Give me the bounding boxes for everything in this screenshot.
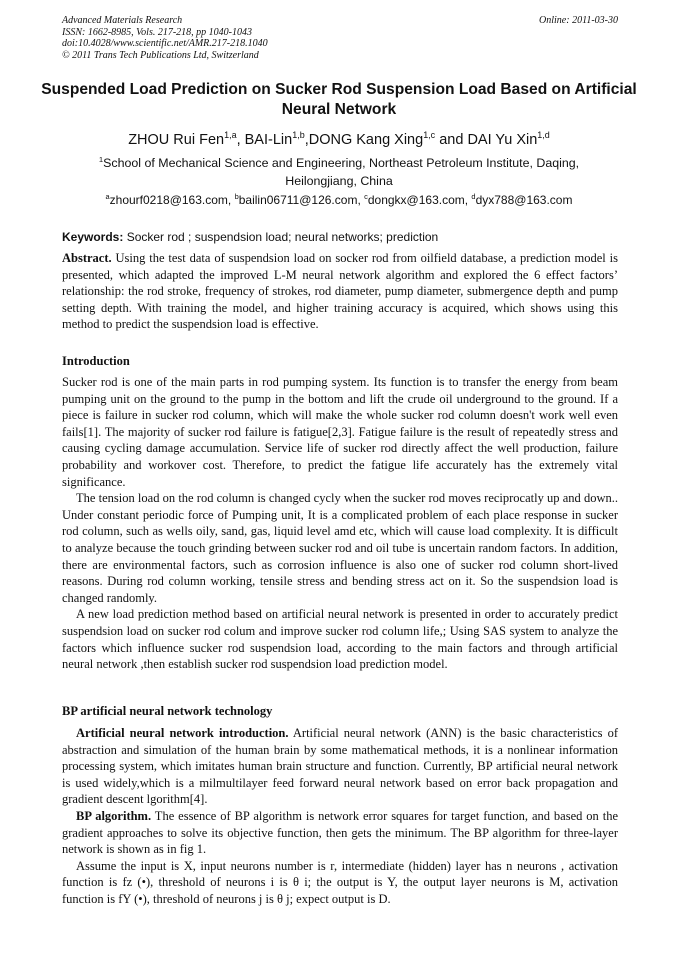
email-sup: b [234,192,239,201]
paragraph: The essence of BP algorithm is network error squares for target function, and based on the gradient approaches to solve its objective function, then gets the minimum. The BP algorithm for three-layer network is shown as in fig 1. [62,808,618,857]
paragraph: Artificial neural network (ANN) is the basic characteristics of abstraction and simulation of the human brain by some mathematical methods, it is a nonlinear information processing system, which imitates human brain structure and function. Currently, BP artificial neural network is used widely,which is a milmultilayer feed forward neural network based on error back propagation and gradient descent lgorithm[4]. [62,726,618,807]
author-sup: 1,c [423,130,436,141]
author-name: ZHOU Rui Fen [128,132,225,148]
paper-title: Suspended Load Prediction on Sucker Rod Suspension Load Based on Artificial Neural Network [41,81,637,118]
email-address[interactable]: zhourf0218@163.com [109,193,228,207]
bp-body [62,725,618,908]
keywords-label: Keywords: [62,230,124,244]
copyright-line: © 2011 Trans Tech Publications Ltd, Switzerland [62,49,259,61]
abstract-label: Abstract. [62,251,112,265]
journal-header [62,15,618,61]
author-name: DAI Yu Xin [467,132,538,148]
email-sup: a [105,192,110,201]
abstract [62,250,618,333]
journal-name: Advanced Materials Research [62,15,183,26]
author-name: DONG Kang Xing [308,132,424,148]
section-heading-introduction: Introduction [62,354,130,368]
author-sup: 1,b [292,130,305,141]
online-date: Online: 2011-03-30 [539,15,618,26]
paragraph: The tension load on the rod column is changed cycly when the sucker rod moves reciprocatly up and down.. Under constant periodic force of Pumping unit, It is a complicated problem of each place response in sucker rod column, such as wells oily, sand, gas, liquid level amd etc, which will cause load complexity. It is difficult to analyze because the touch grinding between sucker rod and oil tube is uncertain random factors. In addition, there are environmental factors, such as corrosion influence is also one of sucker rod column short-lived reasons. During rod column working, tensile stress and bending stress act on it. So the suspendsion load is changed randomly. [62,491,618,605]
email-sep: , [464,193,472,207]
author-list [30,131,648,149]
subsection-label: BP algorithm. [76,808,152,823]
author-name: BAI-Lin [244,132,293,148]
section-heading-bp: BP artificial neural network technology [62,704,273,718]
paragraph: Assume the input is X, input neurons number is r, intermediate (hidden) layer has n neurons , activation function is fz (•), threshold of neurons i is θ i; the output is Y, the output layer neurons is M, activation function is fY (•), threshold of neurons j is θ j; expect output is D. [62,858,618,906]
keywords [62,230,618,245]
doi-line: doi:10.4028/www.scientific.net/AMR.217-218.1040 [62,38,268,49]
email-address[interactable]: dyx788@163.com [475,193,573,207]
affiliation [40,154,638,190]
email-address[interactable]: bailin06711@126.com [238,193,358,207]
email-address[interactable]: dongkx@163.com [367,193,465,207]
affiliation-line: School of Mechanical Science and Engineering, Northeast Petroleum Institute, Daqing, [103,156,580,170]
author-sep: and [435,132,468,148]
paragraph: A new load prediction method based on artificial neural network is presented in order to accurately predict suspendsion load on sucker rod colum and improve sucker rod column life,; Using SAS system to analyze the factors which influence sucker rod suspendsion load, according to the main factors and through artificial neural network ,then establish sucker rod suspendsion load prediction model. [62,607,618,672]
subsection-label: Artificial neural network introduction. [76,726,289,740]
issn-line: ISSN: 1662-8985, Vols. 217-218, pp 1040-1043 [62,26,252,38]
email-sep: , [357,193,365,207]
email-sup: c [364,192,368,201]
introduction-body [62,374,618,673]
email-sup: d [471,192,476,201]
paragraph: Sucker rod is one of the main parts in rod pumping system. Its function is to transfer the energy from beam pumping unit on the ground to the pump in the bottom and lift the crude oil underground to the ground. If a piece is failure in sucker rod column, which will make the whole sucker rod column doesn't work well even fails[1]. The majority of sucker rod failure is fatigue[2,3]. Fatigue failure is the result of repeatedly stress and causing cycling damage accumulation. Service life of sucker rod directly affect the well production, failure probability and workover cost. Therefore, to predict the fatigue life accurately has the extremely vital significance. [62,375,618,489]
affiliation-sup: 1 [98,154,104,164]
author-sup: 1,a [224,130,237,141]
email-sep: , [227,193,235,207]
affiliation-line: Heilongjiang, China [285,174,393,188]
author-sup: 1,d [537,130,550,141]
author-sep: , [236,132,245,148]
abstract-text: Using the test data of suspendsion load on socker rod from oilfield database, a prediction model is presented, which adapted the improved L-M neural network algorithm and explored the 6 effect factors’ relationship: the rod stroke, frequency of strokes, rod diameter, pump diameter, submergence depth and pump setting depth. With training the model, and higher training accuracy is acquired, which shows using this method to predict the suspendsion load is effective. [62,251,618,332]
author-sep: , [304,132,309,148]
email-list [40,193,638,208]
keywords-text: Socker rod ; suspendsion load; neural networks; prediction [123,230,439,244]
